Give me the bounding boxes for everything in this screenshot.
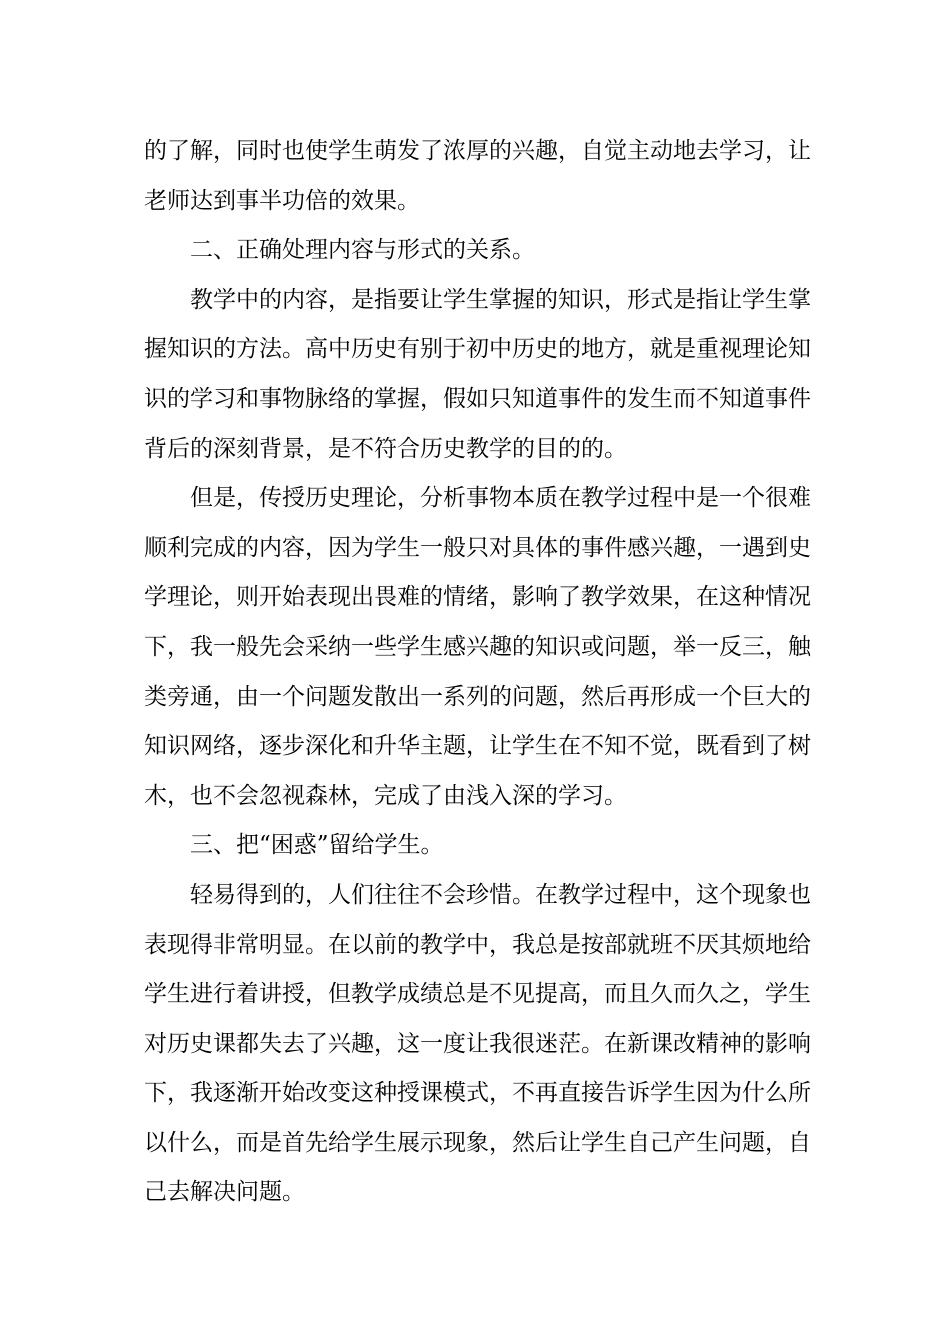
section-heading: 三、把“困惑”留给学生。 [190, 832, 444, 859]
text-line: 类旁通，由一个问题发散出一系列的问题，然后再形成一个巨大的 [144, 683, 811, 710]
text-line: 学理论，则开始表现出畏难的情绪，影响了教学效果，在这种情况 [144, 584, 811, 611]
text-line: 的了解，同时也使学生萌发了浓厚的兴趣，自觉主动地去学习，让 [144, 138, 811, 164]
text-line: 识的学习和事物脉络的掌握，假如只知道事件的发生而不知道事件 [144, 385, 811, 412]
text-line: 知识网络，逐步深化和升华主题，让学生在不知不觉，既看到了树 [144, 733, 811, 760]
text-line: 表现得非常明显。在以前的教学中，我总是按部就班不厌其烦地给 [144, 931, 811, 958]
text-line: 下，我一般先会采纳一些学生感兴趣的知识或问题，举一反三，触 [144, 633, 811, 660]
text-line: 顺利完成的内容，因为学生一般只对具体的事件感兴趣，一遇到史 [144, 534, 811, 561]
text-line: 轻易得到的，人们往往不会珍惜。在教学过程中，这个现象也 [190, 881, 811, 908]
text-line: 握知识的方法。高中历史有别于初中历史的地方，就是重视理论知 [144, 336, 811, 363]
text-line: 木，也不会忽视森林，完成了由浅入深的学习。 [144, 782, 627, 809]
text-line: 己去解决问题。 [144, 1179, 305, 1206]
text-line: 教学中的内容，是指要让学生掌握的知识，形式是指让学生掌 [190, 286, 811, 313]
text-line: 以什么，而是首先给学生展示现象，然后让学生自己产生问题，自 [144, 1129, 811, 1156]
text-line: 老师达到事半功倍的效果。 [144, 187, 420, 214]
text-line: 对历史课都失去了兴趣，这一度让我很迷茫。在新课改精神的影响 [144, 1030, 811, 1057]
text-line: 下，我逐渐开始改变这种授课模式，不再直接告诉学生因为什么所 [144, 1080, 811, 1107]
section-heading: 二、正确处理内容与形式的关系。 [190, 237, 535, 264]
text-line: 但是，传授历史理论，分析事物本质在教学过程中是一个很难 [190, 485, 811, 512]
text-line: 背后的深刻背景，是不符合历史教学的目的的。 [144, 435, 627, 462]
text-line: 学生进行着讲授，但教学成绩总是不见提高，而且久而久之，学生 [144, 981, 811, 1008]
document-page [144, 127, 811, 1218]
